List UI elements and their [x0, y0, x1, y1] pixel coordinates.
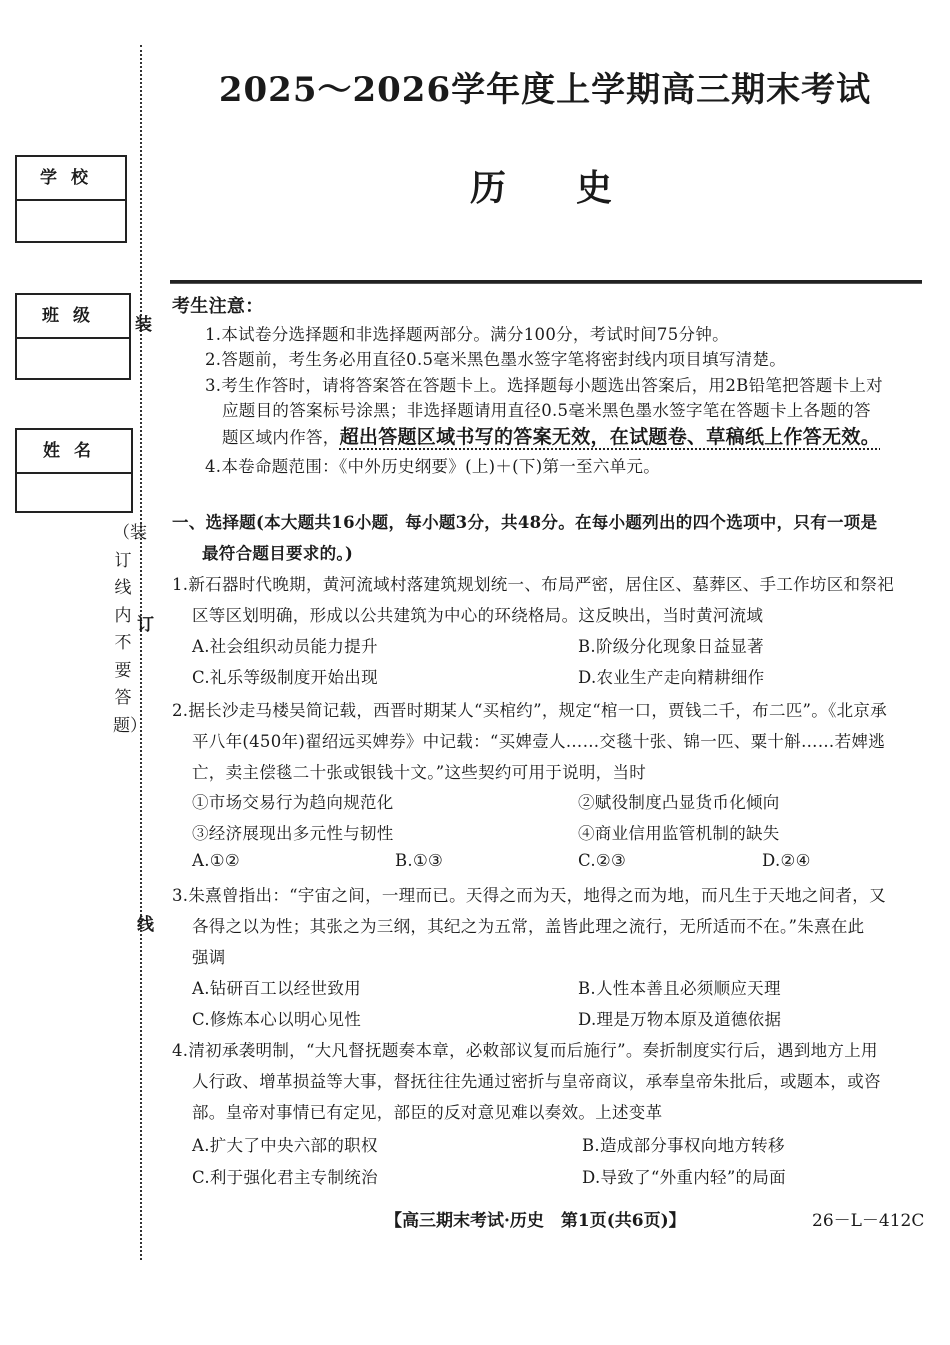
question-3-text: 各得之以为性；其张之为三纲，其纪之为五常，盖皆此理之流行，无所适而不在。”朱熹在此: [192, 917, 865, 936]
question-4-text: 4.清初承袭明制，“大凡督抚题奏本章，必敕部议复而后施行”。奏折制度实行后，遇到地方上用: [172, 1041, 878, 1060]
question-1-text: 区等区划明确，形成以公共建筑为中心的环绕格局。这反映出，当时黄河流域: [192, 606, 764, 625]
notice-heading: 考生注意：: [172, 296, 264, 317]
question-3-text: 强调: [192, 948, 226, 967]
notice-emphasis: 超出答题区域书写的答案无效，在试题卷、草稿纸上作答无效。: [339, 426, 881, 448]
binding-dotted-line: [140, 45, 142, 1260]
q1-option-d[interactable]: D.农业生产走向精耕细作: [578, 668, 765, 687]
notice-text: 题区域内作答，: [222, 428, 340, 447]
binding-note: （装订线内不要答题）: [113, 523, 147, 736]
notice-item: 4.本卷命题范围：《中外历史纲要》(上)＋(下)第一至六单元。: [205, 457, 661, 476]
q1-option-b[interactable]: B.阶级分化现象日益显著: [578, 637, 764, 656]
question-3-text: 3.朱熹曾指出：“宇宙之间，一理而已。天得之而为天，地得之而为地，而凡生于天地之间者，又: [172, 886, 886, 905]
notice-item: 1.本试卷分选择题和非选择题两部分。满分100分，考试时间75分钟。: [205, 325, 729, 344]
school-label: 学校: [17, 157, 125, 201]
binding-mark-zhuang: 装: [135, 315, 152, 335]
q2-statement-1: ①市场交易行为趋向规范化: [192, 793, 394, 812]
question-2-text: 2.据长沙走马楼吴简记载，西晋时期某人“买棺约”，规定“棺一口，贾钱二千，布二匹”。《北京承: [172, 701, 888, 720]
header-rule: [170, 280, 922, 284]
q2-option-b[interactable]: B.①③: [395, 851, 444, 870]
section-heading: 一、选择题(本大题共16小题，每小题3分，共48分。在每小题列出的四个选项中，只有一项是: [172, 513, 878, 532]
name-label: 姓名: [17, 430, 131, 474]
binding-mark-xian: 线: [137, 915, 154, 935]
class-field[interactable]: [15, 293, 131, 380]
q1-option-c[interactable]: C.礼乐等级制度开始出现: [192, 668, 378, 687]
notice-item: 3.考生作答时，请将答案答在答题卡上。选择题每小题选出答案后，用2B铅笔把答题卡上对: [205, 376, 883, 395]
class-label: 班级: [17, 295, 129, 339]
q1-option-a[interactable]: A.社会组织动员能力提升: [192, 637, 378, 656]
question-2-text: 亡，卖主偿毯二十张或银钱十文。”这些契约可用于说明，当时: [192, 763, 647, 782]
q2-option-d[interactable]: D.②④: [762, 851, 811, 870]
notice-item: 2.答题前，考生务必用直径0.5毫米黑色墨水签字笔将密封线内项目填写清楚。: [205, 350, 787, 369]
notice-item: [222, 422, 880, 449]
q2-statement-4: ④商业信用监管机制的缺失: [578, 824, 780, 843]
q3-option-d[interactable]: D.理是万物本原及道德依据: [578, 1010, 782, 1029]
q3-option-b[interactable]: B.人性本善且必须顺应天理: [578, 979, 781, 998]
exam-code: 26－L－412C: [812, 1211, 925, 1231]
q2-option-a[interactable]: A.①②: [192, 851, 240, 870]
q4-option-c[interactable]: C.利于强化君主专制统治: [192, 1168, 378, 1187]
q3-option-c[interactable]: C.修炼本心以明心见性: [192, 1010, 362, 1029]
name-field[interactable]: [15, 428, 133, 513]
question-2-text: 平八年(450年)翟绍远买婢券》中记载：“买婢壹人……交毯十张、锦一匹、粟十斛……若婢逃: [192, 732, 886, 751]
exam-title: 2025～2026学年度上学期高三期末考试: [218, 70, 872, 110]
subject-title: 历史: [470, 167, 683, 209]
q2-option-c[interactable]: C.②③: [578, 851, 627, 870]
section-heading-cont: 最符合题目要求的。): [202, 544, 354, 563]
q4-option-d[interactable]: D.导致了“外重内轻”的局面: [582, 1168, 786, 1187]
q2-statement-3: ③经济展现出多元性与韧性: [192, 824, 394, 843]
question-4-text: 部。皇帝对事情已有定见，部臣的反对意见难以奏效。上述变革: [192, 1103, 663, 1122]
q4-option-b[interactable]: B.造成部分事权向地方转移: [582, 1136, 785, 1155]
question-4-text: 人行政、增革损益等大事，督抚往往先通过密折与皇帝商议，承奉皇帝朱批后，或题本，或咨: [192, 1072, 881, 1091]
binding-mark-ding: 订: [137, 615, 154, 635]
notice-item: 应题目的答案标号涂黑；非选择题请用直径0.5毫米黑色墨水签字笔在答题卡上各题的答: [222, 401, 871, 420]
page-footer: 【高三期末考试·历史 第1页(共6页)】: [385, 1211, 686, 1231]
question-1-text: 1.新石器时代晚期，黄河流域村落建筑规划统一、布局严密，居住区、墓葬区、手工作坊区和祭祀: [172, 575, 894, 594]
q4-option-a[interactable]: A.扩大了中央六部的职权: [192, 1136, 378, 1155]
q3-option-a[interactable]: A.钻研百工以经世致用: [192, 979, 361, 998]
q2-statement-2: ②赋役制度凸显货币化倾向: [578, 793, 780, 812]
school-field[interactable]: [15, 155, 127, 243]
